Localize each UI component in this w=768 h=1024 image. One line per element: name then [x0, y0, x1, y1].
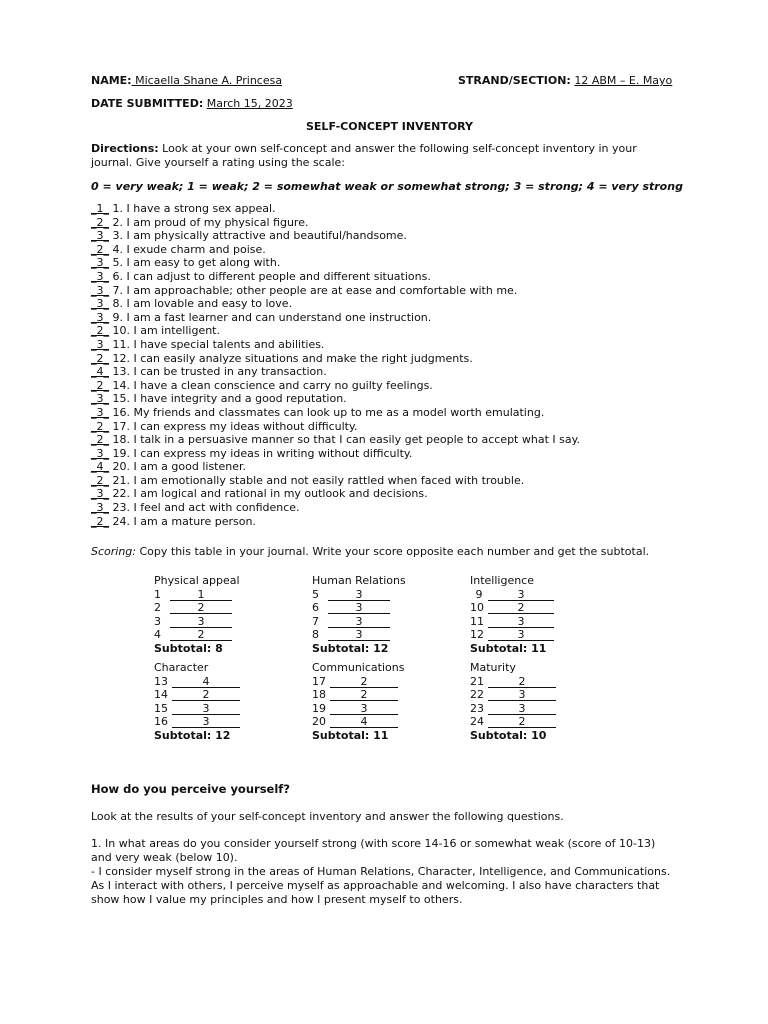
rating-blank: _2_: [91, 378, 109, 392]
item-score: 2: [172, 689, 240, 701]
item-rating: 3: [96, 269, 104, 283]
score-row: [312, 615, 462, 629]
score-row: [154, 702, 304, 716]
rating-blank: _3_: [91, 501, 109, 515]
rating-blank: _3_: [91, 229, 109, 243]
item-number: 20: [312, 715, 326, 729]
item-number: 5: [312, 587, 319, 601]
item-number: 12: [470, 628, 484, 642]
item-rating: 3: [96, 405, 104, 419]
item-score: 3: [488, 689, 556, 701]
rating-blank: _3_: [91, 337, 109, 351]
item-rating: 3: [96, 392, 104, 406]
group-title: Character: [154, 661, 209, 674]
group-title: Human Relations: [312, 574, 406, 587]
item-text: 8. I am lovable and easy to love.: [112, 297, 293, 311]
score-row: [154, 675, 304, 689]
inventory-item: [91, 460, 580, 474]
item-text: 6. I can adjust to different people and different situations.: [112, 269, 431, 283]
strand-line: [458, 74, 672, 88]
inventory-item: [91, 284, 580, 298]
score-row: [154, 628, 304, 642]
item-score: 3: [328, 616, 390, 628]
item-text: 21. I am emotionally stable and not easily rattled when faced with trouble.: [112, 473, 525, 487]
score-row: [470, 601, 620, 615]
inventory-item: [91, 392, 580, 406]
date-label: DATE SUBMITTED:: [91, 97, 204, 110]
item-text: 10. I am intelligent.: [112, 324, 220, 338]
item-text: 16. My friends and classmates can look up to me as a model worth emulating.: [112, 405, 545, 419]
rating-blank: _4_: [91, 365, 109, 379]
rating-blank: _2_: [91, 351, 109, 365]
item-score: 1: [170, 589, 232, 601]
item-text: 24. I am a mature person.: [112, 514, 256, 528]
item-rating: 2: [96, 351, 104, 365]
item-rating: 3: [96, 501, 104, 515]
item-text: 7. I am approachable; other people are at ease and comfortable with me.: [112, 283, 518, 297]
item-number: 23: [470, 701, 484, 715]
item-number: 1: [154, 587, 161, 601]
item-text: 13. I can be trusted in any transaction.: [112, 365, 327, 379]
score-group-communications: [312, 661, 462, 743]
directions-line-1: [91, 142, 637, 156]
item-rating: 2: [96, 215, 104, 229]
item-score: 3: [328, 602, 390, 614]
score-group-physical-appeal: [154, 574, 304, 656]
item-text: 20. I am a good listener.: [112, 460, 247, 474]
inventory-item: [91, 297, 580, 311]
item-number: 11: [470, 614, 484, 628]
document-title: SELF-CONCEPT INVENTORY: [306, 120, 474, 133]
inventory-item: [91, 420, 580, 434]
rating-scale: 0 = very weak; 1 = weak; 2 = somewhat weak or somewhat strong; 3 = strong; 4 = very strong: [91, 180, 683, 193]
score-row: [470, 688, 620, 702]
group-title: Physical appeal: [154, 574, 240, 587]
answer-1-line-1: - I consider myself strong in the areas of Human Relations, Character, Intelligence, and Communications.: [91, 865, 671, 878]
inventory-item: [91, 270, 580, 284]
inventory-item: [91, 243, 580, 257]
score-group-human-relations: [312, 574, 462, 656]
inventory-item: [91, 379, 580, 393]
item-rating: 3: [96, 337, 104, 351]
item-score: 3: [330, 703, 398, 715]
item-text: 12. I can easily analyze situations and make the right judgments.: [112, 351, 473, 365]
score-row: [470, 715, 620, 729]
score-row: [470, 628, 620, 642]
name-line: [91, 74, 282, 88]
inventory-item: [91, 229, 580, 243]
rating-blank: _3_: [91, 310, 109, 324]
group-title: Communications: [312, 661, 405, 674]
item-text: 1. I have a strong sex appeal.: [112, 202, 276, 215]
group-subtotal: Subtotal: 10: [470, 728, 547, 742]
item-rating: 3: [96, 283, 104, 297]
score-row: [154, 715, 304, 729]
item-score: 3: [488, 616, 554, 628]
rating-blank: _3_: [91, 297, 109, 311]
item-score: 2: [330, 676, 398, 688]
item-score: 2: [488, 716, 556, 728]
item-number: 18: [312, 688, 326, 702]
rating-blank: _3_: [91, 392, 109, 406]
item-score: 2: [488, 676, 556, 688]
inventory-item: [91, 515, 580, 529]
inventory-item: [91, 202, 580, 216]
item-score: 3: [488, 589, 554, 601]
rating-blank: _1_: [91, 202, 109, 215]
item-number: 7: [312, 614, 319, 628]
score-group-character: [154, 661, 304, 743]
rating-blank: _3_: [91, 405, 109, 419]
item-rating: 3: [96, 297, 104, 311]
item-rating: 2: [96, 514, 104, 528]
item-number: 4: [154, 628, 161, 642]
score-row: [154, 601, 304, 615]
item-score: 2: [170, 602, 232, 614]
inventory-item: [91, 324, 580, 338]
score-row: [312, 588, 462, 602]
item-rating: 2: [96, 473, 104, 487]
inventory-item: [91, 501, 580, 515]
item-score: 2: [170, 629, 232, 641]
inventory-item: [91, 256, 580, 270]
item-number: 6: [312, 601, 319, 615]
item-score: 3: [172, 716, 240, 728]
inventory-item: [91, 447, 580, 461]
rating-blank: _3_: [91, 446, 109, 460]
rating-blank: _2_: [91, 419, 109, 433]
rating-blank: _3_: [91, 487, 109, 501]
group-subtotal: Subtotal: 12: [154, 728, 231, 742]
score-row: [154, 588, 304, 602]
item-rating: 2: [96, 419, 104, 433]
score-row: [470, 588, 620, 602]
scoring-label: Scoring:: [91, 545, 136, 558]
group-subtotal: Subtotal: 11: [312, 728, 389, 742]
item-rating: 2: [96, 378, 104, 392]
inventory-item: [91, 352, 580, 366]
rating-blank: _4_: [91, 460, 109, 474]
item-text: 9. I am a fast learner and can understand one instruction.: [112, 310, 432, 324]
item-text: 22. I am logical and rational in my outlook and decisions.: [112, 487, 428, 501]
rating-blank: _2_: [91, 324, 109, 338]
rating-blank: _3_: [91, 283, 109, 297]
item-text: 17. I can express my ideas without difficulty.: [112, 419, 358, 433]
item-number: 22: [470, 688, 484, 702]
item-rating: 3: [96, 229, 104, 243]
item-score: 2: [330, 689, 398, 701]
date-line: [91, 97, 293, 111]
item-text: 4. I exude charm and poise.: [112, 242, 266, 256]
rating-blank: _3_: [91, 269, 109, 283]
item-score: 3: [488, 703, 556, 715]
item-rating: 3: [96, 310, 104, 324]
inventory-item: [91, 474, 580, 488]
directions-label: Directions:: [91, 142, 159, 155]
score-group-intelligence: [470, 574, 620, 656]
answer-1-line-2: As I interact with others, I perceive myself as approachable and welcoming. I also have characters that: [91, 879, 660, 892]
item-rating: 2: [96, 242, 104, 256]
group-title: Maturity: [470, 661, 516, 674]
item-number: 24: [470, 715, 484, 729]
item-number: 9: [475, 587, 483, 601]
item-rating: 4: [96, 365, 104, 379]
item-score: 2: [488, 602, 554, 614]
group-subtotal: Subtotal: 8: [154, 641, 223, 655]
item-number: 17: [312, 674, 326, 688]
score-row: [470, 702, 620, 716]
inventory-item: [91, 311, 580, 325]
strand-label: STRAND/SECTION:: [458, 74, 571, 87]
score-row: [312, 715, 462, 729]
item-score: 4: [172, 676, 240, 688]
rating-blank: _2_: [91, 473, 109, 487]
score-row: [154, 688, 304, 702]
item-text: 11. I have special talents and abilities.: [112, 337, 325, 351]
item-text: 15. I have integrity and a good reputation.: [112, 392, 347, 406]
item-score: 3: [172, 703, 240, 715]
item-score: 3: [328, 589, 390, 601]
inventory-item: [91, 365, 580, 379]
item-number: 13: [154, 674, 168, 688]
group-subtotal: Subtotal: 12: [312, 641, 389, 655]
score-row: [312, 688, 462, 702]
inventory-item: [91, 338, 580, 352]
inventory-item: [91, 487, 580, 501]
name-value: Micaella Shane A. Princesa: [131, 74, 283, 87]
score-row: [470, 675, 620, 689]
score-row: [312, 628, 462, 642]
answer-1-line-3: show how I value my principles and how I present myself to others.: [91, 893, 463, 906]
item-text: 23. I feel and act with confidence.: [112, 501, 300, 515]
group-subtotal: Subtotal: 11: [470, 641, 547, 655]
inventory-item: [91, 216, 580, 230]
scoring-line: [91, 545, 649, 559]
item-score: 3: [328, 629, 390, 641]
scoring-text: Copy this table in your journal. Write your score opposite each number and get the subtotal.: [136, 545, 650, 558]
score-row: [154, 615, 304, 629]
item-text: 18. I talk in a persuasive manner so that I can easily get people to accept what I say.: [112, 433, 581, 447]
rating-blank: _3_: [91, 256, 109, 270]
perceive-intro: Look at the results of your self-concept inventory and answer the following questions.: [91, 810, 564, 823]
item-rating: 3: [96, 256, 104, 270]
question-1-line-1: 1. In what areas do you consider yourself strong (with score 14-16 or somewhat weak (score of 10-13): [91, 837, 656, 850]
item-number: 14: [154, 688, 168, 702]
strand-value: 12 ABM – E. Mayo: [574, 74, 673, 87]
inventory-items: [91, 202, 580, 528]
item-number: 10: [470, 601, 484, 615]
item-score: 3: [488, 629, 554, 641]
item-rating: 1: [96, 202, 104, 215]
item-number: 19: [312, 701, 326, 715]
rating-blank: _2_: [91, 514, 109, 528]
item-text: 14. I have a clean conscience and carry no guilty feelings.: [112, 378, 433, 392]
item-rating: 4: [96, 460, 104, 474]
perceive-heading: How do you perceive yourself?: [91, 782, 290, 796]
date-value: March 15, 2023: [206, 97, 293, 110]
name-label: NAME:: [91, 74, 132, 87]
score-row: [312, 702, 462, 716]
question-1-line-2: and very weak (below 10).: [91, 851, 238, 864]
item-text: 19. I can express my ideas in writing without difficulty.: [112, 446, 413, 460]
group-title: Intelligence: [470, 574, 535, 587]
score-group-maturity: [470, 661, 620, 743]
inventory-item: [91, 406, 580, 420]
item-rating: 3: [96, 446, 104, 460]
item-rating: 2: [96, 433, 104, 447]
inventory-item: [91, 433, 580, 447]
item-number: 8: [312, 628, 319, 642]
item-text: 2. I am proud of my physical figure.: [112, 215, 309, 229]
rating-blank: _2_: [91, 433, 109, 447]
item-rating: 3: [96, 487, 104, 501]
item-text: 5. I am easy to get along with.: [112, 256, 281, 270]
directions-line-2: journal. Give yourself a rating using the scale:: [91, 156, 345, 169]
item-rating: 2: [96, 324, 104, 338]
item-score: 3: [170, 616, 232, 628]
score-row: [312, 675, 462, 689]
item-text: 3. I am physically attractive and beautiful/handsome.: [112, 229, 407, 243]
item-number: 21: [470, 674, 484, 688]
score-row: [312, 601, 462, 615]
item-number: 16: [154, 715, 168, 729]
directions-text-1: Look at your own self-concept and answer the following self-concept inventory in your: [158, 142, 637, 155]
item-score: 4: [330, 716, 398, 728]
rating-blank: _2_: [91, 215, 109, 229]
item-number: 3: [154, 614, 161, 628]
item-number: 15: [154, 701, 168, 715]
rating-blank: _2_: [91, 242, 109, 256]
item-number: 2: [154, 601, 161, 615]
score-row: [470, 615, 620, 629]
